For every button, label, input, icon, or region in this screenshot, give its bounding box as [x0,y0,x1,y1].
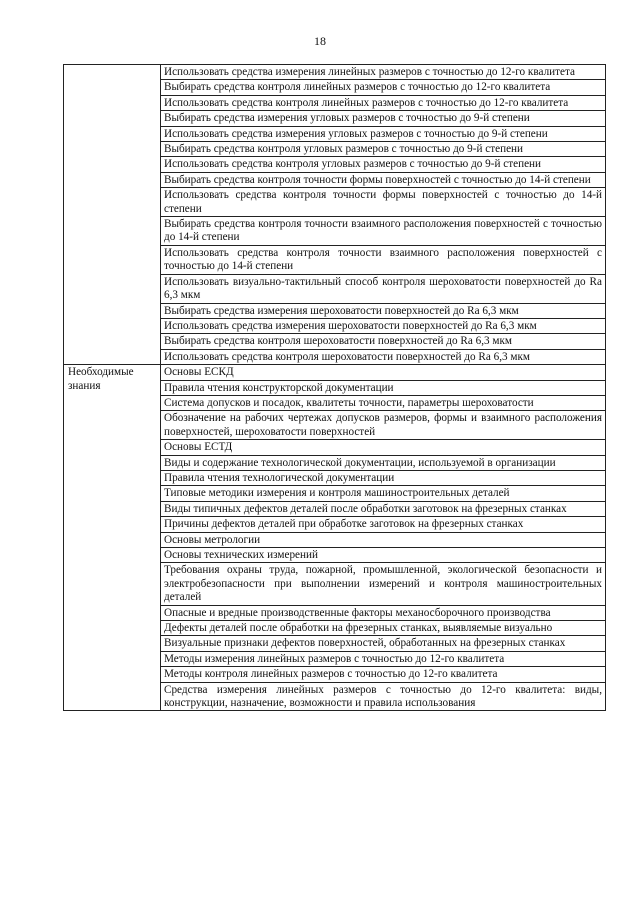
skill-cell: Использовать средства контроля точности взаимного расположения поверхностей с точностью до 14-й степени [161,245,606,274]
skill-cell: Выбирать средства контроля угловых размеров с точностью до 9-й степени [161,142,606,157]
knowledge-cell: Основы технических измерений [161,548,606,563]
page-number: 18 [314,34,326,48]
skill-cell: Выбирать средства измерения шероховатости поверхностей до Ra 6,3 мкм [161,303,606,318]
knowledge-cell: Методы измерения линейных размеров с точностью до 12-го квалитета [161,651,606,666]
competency-table [63,64,606,711]
knowledge-cell: Виды типичных дефектов деталей после обработки заготовок на фрезерных станках [161,501,606,516]
knowledge-cell: Опасные и вредные производственные факторы механосборочного производства [161,605,606,620]
skill-cell: Выбирать средства контроля шероховатости поверхностей до Ra 6,3 мкм [161,334,606,349]
skills-section-label [64,65,161,365]
skill-cell: Выбирать средства контроля точности взаимного расположения поверхностей с точностью до 14-й степени [161,217,606,246]
knowledge-row [64,365,606,380]
knowledge-cell: Основы ЕСКД [161,365,606,380]
skill-cell: Использовать средства контроля шероховатости поверхностей до Ra 6,3 мкм [161,349,606,364]
skill-cell: Использовать средства измерения угловых размеров с точностью до 9-й степени [161,126,606,141]
knowledge-cell: Причины дефектов деталей при обработке заготовок на фрезерных станках [161,517,606,532]
skill-cell: Использовать средства контроля точности формы поверхностей с точностью до 14-й степени [161,188,606,217]
knowledge-cell: Виды и содержание технологической документации, используемой в организации [161,455,606,470]
knowledge-cell: Средства измерения линейных размеров с точностью до 12-го квалитета: виды, конструкции, назначение, возможности и правила использования [161,682,606,711]
knowledge-cell: Типовые методики измерения и контроля машиностроительных деталей [161,486,606,501]
skill-cell: Использовать средства контроля линейных размеров с точностью до 12-го квалитета [161,95,606,110]
knowledge-cell: Обозначение на рабочих чертежах допусков размеров, формы и взаимного расположения поверхностей, шероховатости поверхностей [161,411,606,440]
skill-cell: Использовать средства измерения шероховатости поверхностей до Ra 6,3 мкм [161,318,606,333]
knowledge-cell: Требования охраны труда, пожарной, промышленной, экологической безопасности и электробезопасности при выполнении измерений и контроля машиностроительных деталей [161,563,606,605]
knowledge-cell: Визуальные признаки дефектов поверхностей, обработанных на фрезерных станках [161,636,606,651]
knowledge-cell: Правила чтения конструкторской документации [161,380,606,395]
skills-row [64,65,606,80]
knowledge-section-label: Необходимые знания [64,365,161,711]
knowledge-cell: Основы ЕСТД [161,440,606,455]
skill-cell: Использовать средства контроля угловых размеров с точностью до 9-й степени [161,157,606,172]
competency-table-body [64,65,606,711]
skill-cell: Выбирать средства измерения угловых размеров с точностью до 9-й степени [161,111,606,126]
knowledge-cell: Система допусков и посадок, квалитеты точности, параметры шероховатости [161,395,606,410]
skill-cell: Выбирать средства контроля линейных размеров с точностью до 12-го квалитета [161,80,606,95]
skill-cell: Выбирать средства контроля точности формы поверхностей с точностью до 14-й степени [161,172,606,187]
skill-cell: Использовать средства измерения линейных размеров с точностью до 12-го квалитета [161,65,606,80]
knowledge-cell: Методы контроля линейных размеров с точностью до 12-го квалитета [161,667,606,682]
knowledge-cell: Дефекты деталей после обработки на фрезерных станках, выявляемые визуально [161,621,606,636]
knowledge-cell: Правила чтения технологической документации [161,470,606,485]
knowledge-cell: Основы метрологии [161,532,606,547]
skill-cell: Использовать визуально-тактильный способ контроля шероховатости поверхностей до Ra 6,3 мкм [161,274,606,303]
